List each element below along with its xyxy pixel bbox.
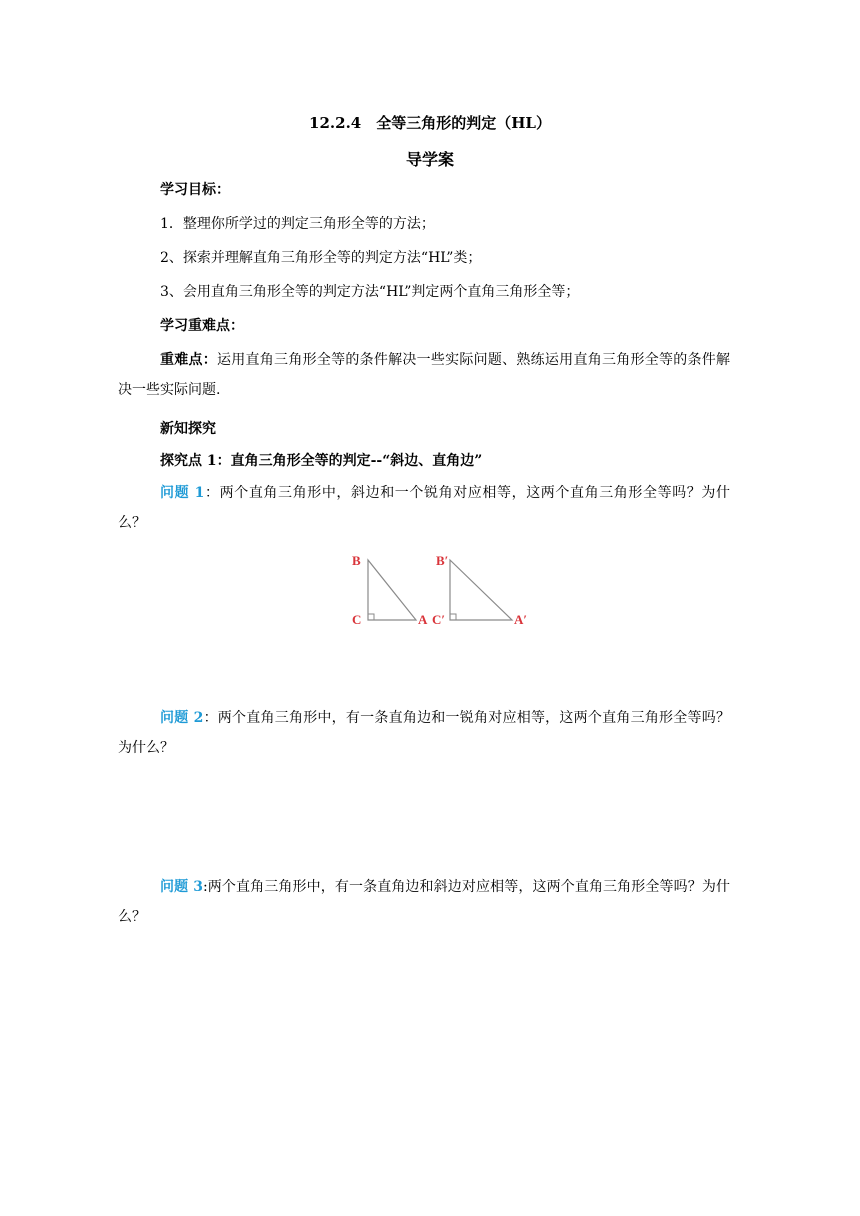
q3-text: :两个直角三角形中，有一条直角边和斜边对应相等，这两个直角三角形全等吗？为什么？ <box>118 879 730 925</box>
triangles-figure <box>346 548 536 630</box>
q1-text: ：两个直角三角形中，斜边和一个锐角对应相等，这两个直角三角形全等吗？为什么？ <box>118 485 730 531</box>
label-c-prime: C′ <box>432 612 446 627</box>
q3-label: 问题 3 <box>160 879 203 895</box>
key-label: 重难点： <box>160 352 218 368</box>
label-c: C <box>352 612 362 627</box>
label-a: A <box>418 612 428 627</box>
goal-item-3: 3、会用直角三角形全等的判定方法“HL”判定两个直角三角形全等； <box>160 284 580 300</box>
key-heading: 学习重难点： <box>160 318 244 334</box>
label-a-prime: A′ <box>514 612 528 627</box>
point1-heading: 探究点 1：直角三角形全等的判定--“斜边、直角边” <box>160 453 483 469</box>
triangle-a2b2c2 <box>432 553 527 627</box>
goal-item-1: 1．整理你所学过的判定三角形全等的方法； <box>160 216 435 232</box>
question-2 <box>118 703 730 763</box>
q2-text: ：两个直角三角形中，有一条直角边和一锐角对应相等，这两个直角三角形全等吗？为什么？ <box>118 710 730 756</box>
goals-heading: 学习目标： <box>160 182 230 198</box>
q1-label: 问题 1 <box>160 485 205 501</box>
key-paragraph <box>118 345 730 405</box>
goal-item-2: 2、探索并理解直角三角形全等的判定方法“HL”类； <box>160 250 482 266</box>
q2-label: 问题 2 <box>160 710 204 726</box>
label-b: B <box>352 553 361 568</box>
doc-subtitle: 导学案 <box>405 150 454 169</box>
doc-title: 12.2.4 全等三角形的判定（HL） <box>309 114 551 132</box>
question-3 <box>118 872 730 932</box>
question-1 <box>118 478 730 538</box>
triangle-abc <box>352 553 428 627</box>
key-text: 运用直角三角形全等的条件解决一些实际问题、熟练运用直角三角形全等的条件解决一些实际问题. <box>118 352 731 398</box>
label-b-prime: B′ <box>436 553 449 568</box>
explore-heading: 新知探究 <box>160 421 216 437</box>
